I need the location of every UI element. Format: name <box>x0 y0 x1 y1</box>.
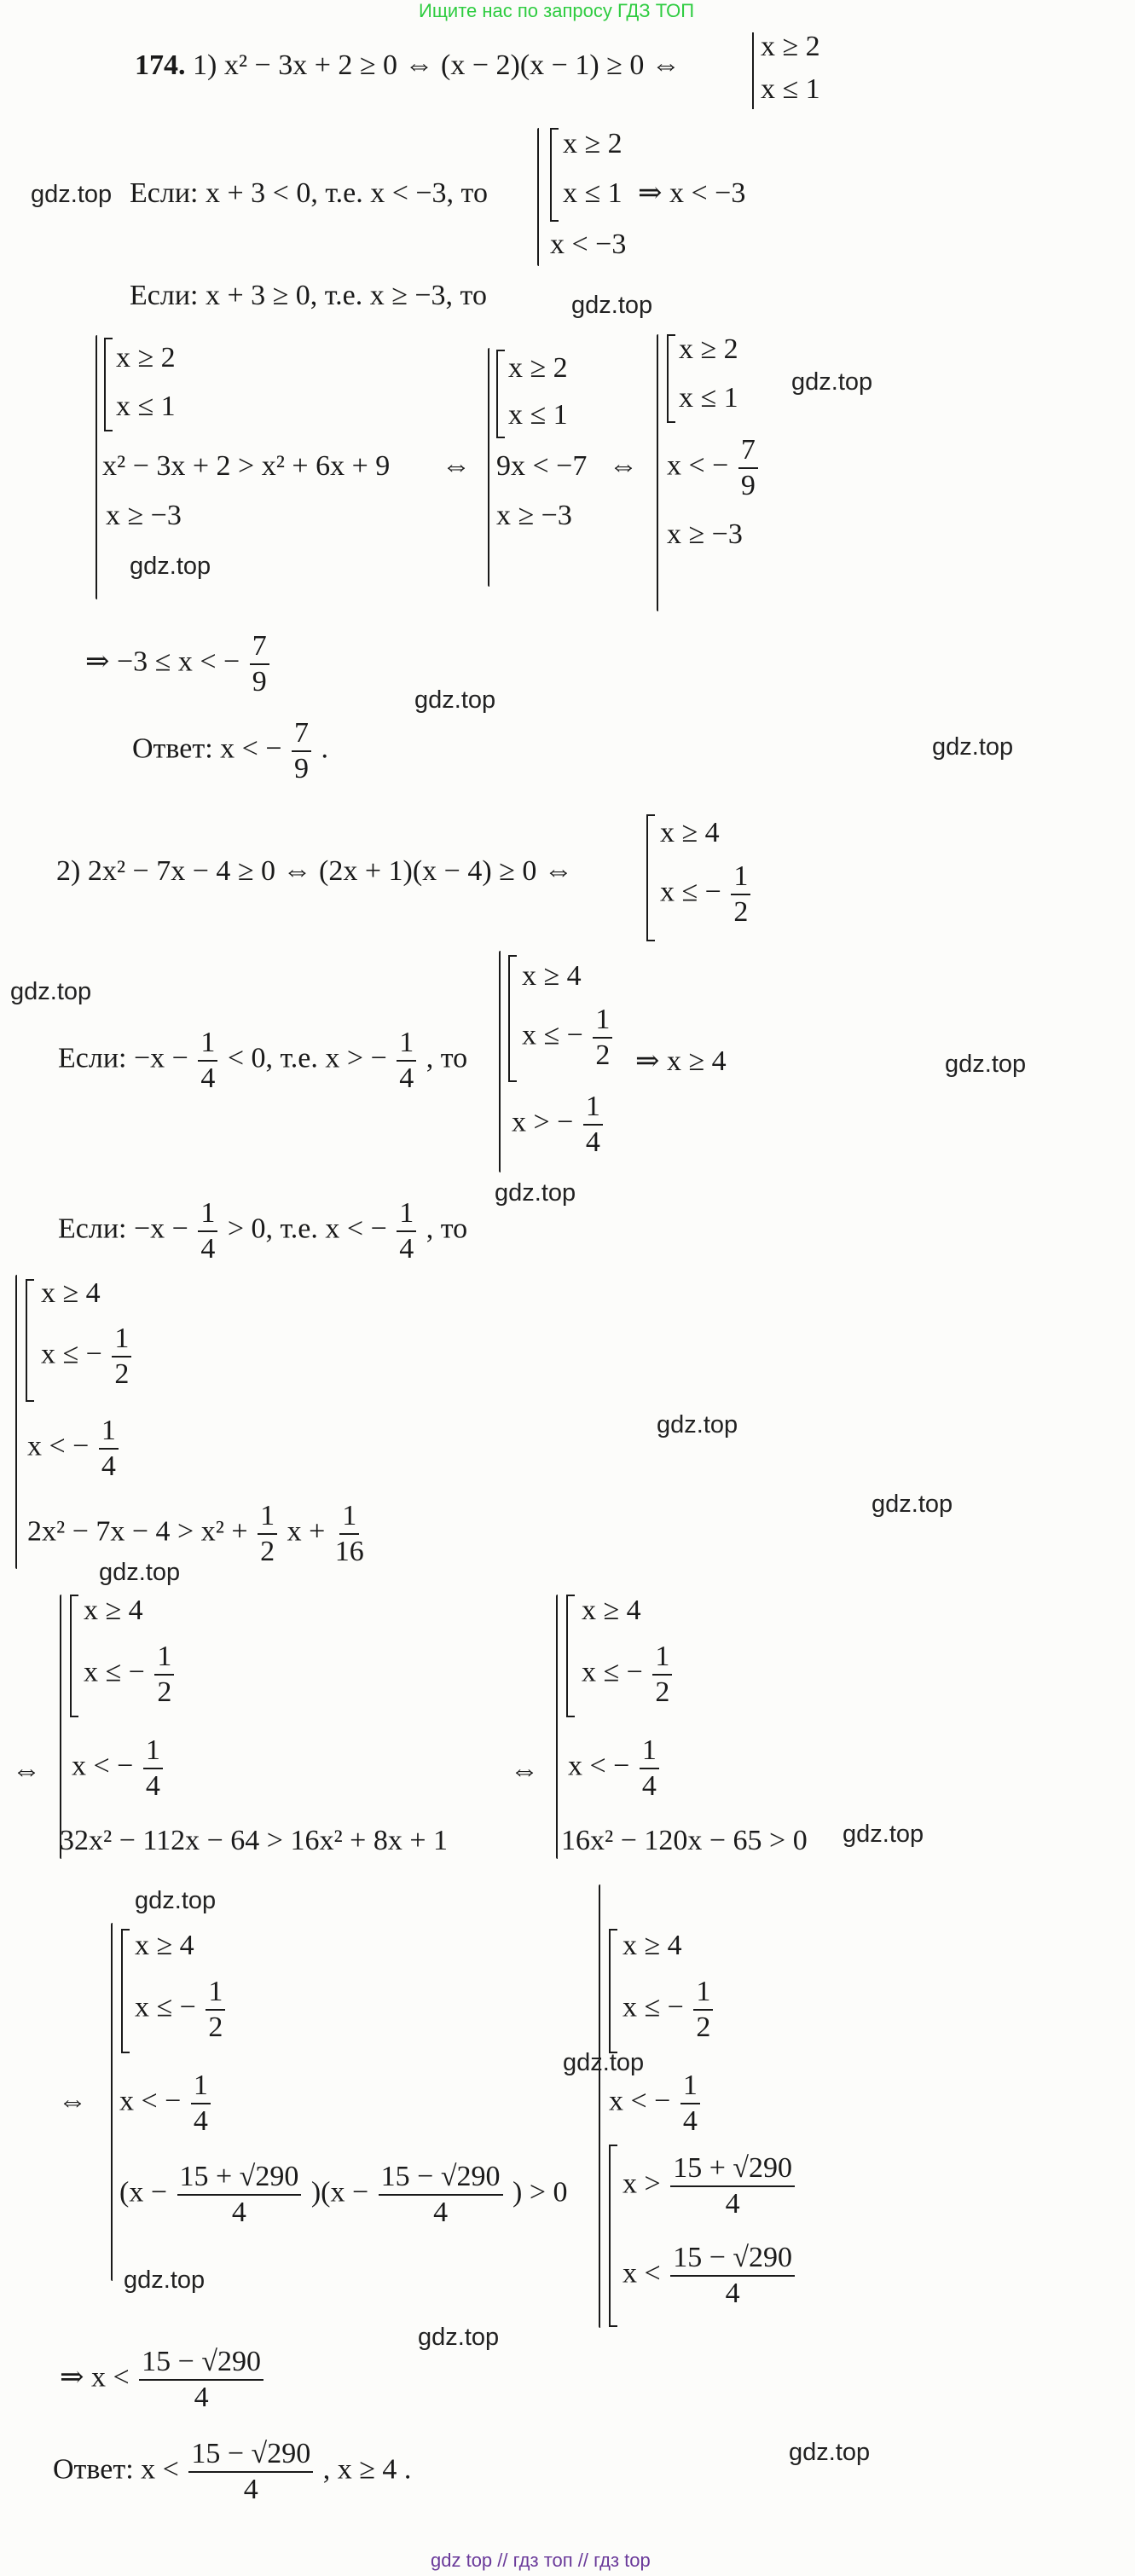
case1-text: Если: x + 3 < 0, т.е. x < −3, то <box>130 177 488 209</box>
fraction: $\frac{1}{2}$ <box>731 861 750 927</box>
watermark: gdz.top <box>657 1411 738 1439</box>
watermark: gdz.top <box>945 1051 1027 1078</box>
equiv-sign: ⇔ <box>442 450 471 482</box>
answer-label: Ответ: <box>132 732 213 765</box>
equiv-sign: ⇔ <box>510 1755 539 1786</box>
watermark: gdz.top <box>843 1821 924 1848</box>
watermark: gdz.top <box>495 1179 576 1207</box>
bracket <box>508 955 517 1082</box>
sys-text: x < − <box>119 2085 182 2117</box>
sys-line: x ≥ 4 <box>522 960 582 992</box>
sol-line: x ≤ 1 <box>761 73 820 105</box>
sys-line: 32x² − 112x − 64 > 16x² + 8x + 1 <box>60 1825 448 1856</box>
footer-links[interactable]: gdz top // гдз топ // гдз top <box>431 2550 651 2571</box>
equiv-sign: ⇔ <box>609 450 638 482</box>
case1-text <box>58 1028 467 1093</box>
bracket <box>566 1595 575 1717</box>
part2-equation: 2x² − 7x − 4 ≥ 0 ⇔ (2x + 1)(x − 4) ≥ 0 ⇔ <box>87 855 573 887</box>
sys-line <box>582 1641 675 1707</box>
system-brace <box>15 1275 17 1569</box>
system-brace <box>657 334 658 611</box>
sys-line: 9x < −7 <box>496 450 588 482</box>
watermark: gdz.top <box>418 2324 500 2351</box>
sys-line: x ≥ −3 <box>667 518 743 550</box>
sys-line <box>568 1735 662 1801</box>
sys-line: x ≥ 4 <box>41 1277 101 1309</box>
fraction: $\frac{7}{9}$ <box>292 718 311 784</box>
fraction: $\frac{1}{4}$ <box>99 1415 119 1481</box>
sys-line: x ≤ 1 <box>508 399 568 431</box>
sys-line: x ≥ 2 <box>116 342 176 373</box>
sys-text: x < − <box>609 2085 671 2117</box>
sys-line <box>522 1004 615 1070</box>
case1-result: ⇒ x < −3 <box>638 177 746 209</box>
sys-line: x ≤ 1 <box>563 177 623 209</box>
case2-text <box>58 1198 467 1264</box>
sys-line <box>41 1323 134 1389</box>
sys-line <box>667 435 761 501</box>
case-text: , то <box>426 1213 468 1245</box>
fraction: $\frac{1}{4}$ <box>198 1198 217 1264</box>
system-brace <box>488 348 489 587</box>
sys-text: ) > 0 <box>512 2176 568 2208</box>
sys-text: x ≤ − <box>135 1991 196 2023</box>
watermark: gdz.top <box>31 181 113 208</box>
system-brace <box>599 1884 600 2328</box>
bracket <box>667 334 675 423</box>
bracket <box>752 32 754 109</box>
sys-text: x ≤ − <box>41 1338 102 1370</box>
system-brace <box>499 951 501 1172</box>
case-text: < 0, т.е. x > − <box>227 1042 387 1074</box>
sys-text: (x − <box>119 2176 167 2208</box>
bracket <box>609 1929 617 2053</box>
fraction: $\frac{1}{2}$ <box>206 1977 225 2042</box>
sys-line <box>72 1735 165 1801</box>
case-text: Если: −x − <box>58 1042 188 1074</box>
watermark: gdz.top <box>135 1887 217 1914</box>
sys-line <box>623 2153 797 2219</box>
case2-text: Если: x + 3 ≥ 0, т.е. x ≥ −3, то <box>130 280 487 311</box>
fraction: $\frac{1}{2}$ <box>154 1641 174 1707</box>
watermark: gdz.top <box>414 686 496 714</box>
fraction: $\frac{15 - √290}{4}$ <box>139 2347 263 2412</box>
fraction: $\frac{15 - √290}{4}$ <box>670 2243 795 2308</box>
case-text: > 0, т.е. x < − <box>227 1213 387 1245</box>
case-text: Если: −x − <box>58 1213 188 1245</box>
sys-line: x ≥ −3 <box>106 500 182 531</box>
fraction: $\frac{1}{2}$ <box>652 1641 672 1707</box>
sys-line: x ≥ 2 <box>679 333 738 365</box>
sys-text: x ≤ − <box>522 1019 583 1051</box>
bracket <box>70 1595 78 1717</box>
bracket <box>26 1279 34 1402</box>
fraction: $\frac{15 + √290}{4}$ <box>177 2162 302 2227</box>
watermark: gdz.top <box>10 978 92 1005</box>
sys-text: x < − <box>27 1430 90 1462</box>
watermark: gdz.top <box>791 368 873 396</box>
equiv-sign: ⇔ <box>12 1755 41 1786</box>
sol-text: x ≤ − <box>660 876 721 908</box>
part2-line <box>56 857 573 886</box>
bracket <box>646 814 655 941</box>
answer-tail: , x ≥ 4 . <box>322 2453 412 2486</box>
sys-text: x > − <box>512 1106 574 1138</box>
system-brace <box>556 1595 558 1859</box>
sys-line: x² − 3x + 2 > x² + 6x + 9 <box>102 450 391 482</box>
watermark: gdz.top <box>571 292 653 319</box>
bracket <box>550 128 559 222</box>
fraction: $\frac{1}{4}$ <box>143 1735 163 1801</box>
sys-line <box>135 1977 228 2042</box>
sol-line <box>660 861 753 927</box>
system-brace <box>537 128 539 266</box>
sys-text: 2x² − 7x − 4 > x² + <box>27 1515 248 1548</box>
answer: Ответ: x < − $\frac{7}{9}$ . <box>132 717 329 784</box>
sys-line: x ≤ 1 <box>116 391 176 422</box>
answer-text: x < <box>141 2453 179 2486</box>
sys-text: x < − <box>72 1750 134 1782</box>
bracket <box>104 338 113 431</box>
fraction: $\frac{7}{9}$ <box>738 435 758 501</box>
sys-text: x ≤ − <box>582 1656 643 1688</box>
watermark: gdz.top <box>99 1559 181 1586</box>
sys-line: x ≥ 4 <box>84 1595 143 1626</box>
fraction: $\frac{1}{16}$ <box>334 1500 364 1567</box>
bracket <box>496 350 505 438</box>
sys-line <box>27 1415 121 1481</box>
answer <box>53 2439 411 2504</box>
sys-line: x ≥ 4 <box>135 1930 194 1961</box>
watermark: gdz.top <box>789 2439 871 2466</box>
case-text: , то <box>426 1042 468 1074</box>
conclusion <box>85 631 272 697</box>
fraction: $\frac{1}{4}$ <box>640 1735 659 1801</box>
bracket <box>609 2145 617 2327</box>
sys-line: 16x² − 120x − 65 > 0 <box>561 1825 808 1856</box>
fraction: $\frac{7}{9}$ <box>250 631 269 697</box>
sys-line: x ≥ 2 <box>563 128 623 159</box>
sys-text: )(x − <box>310 2176 369 2208</box>
sys-line: x ≥ 2 <box>508 352 568 384</box>
system-brace <box>60 1595 61 1859</box>
conclusion <box>60 2347 266 2412</box>
sys-line: x ≥ 4 <box>582 1595 641 1626</box>
watermark: gdz.top <box>124 2266 206 2294</box>
sol-line: x ≥ 4 <box>660 817 720 848</box>
problem-number: 174. <box>135 49 186 81</box>
sys-text: x > <box>623 2168 661 2200</box>
sys-line: x ≥ 4 <box>623 1930 682 1961</box>
conclusion-text: ⇒ x < <box>60 2361 130 2394</box>
part2-label: 2) <box>56 855 81 887</box>
answer-label: Ответ: <box>53 2453 134 2486</box>
sys-line <box>623 2243 797 2308</box>
sys-line <box>623 1977 715 2042</box>
system-brace <box>111 1923 113 2281</box>
fraction: $\frac{1}{4}$ <box>198 1028 217 1093</box>
system-brace <box>96 335 97 599</box>
fraction: $\frac{1}{4}$ <box>191 2070 211 2136</box>
watermark: gdz.top <box>872 1491 953 1518</box>
sys-line: x < −3 <box>550 229 627 260</box>
case1-result: ⇒ x ≥ 4 <box>635 1045 727 1077</box>
answer-text: x < − <box>220 732 282 765</box>
sys-text: x ≤ − <box>623 1991 684 2023</box>
fraction: $\frac{1}{4}$ <box>680 2070 700 2136</box>
sol-line: x ≥ 2 <box>761 31 820 62</box>
sys-line <box>84 1641 177 1707</box>
fraction: $\frac{1}{4}$ <box>397 1198 416 1264</box>
fraction: $\frac{1}{2}$ <box>693 1977 713 2042</box>
sys-text: x < <box>623 2257 661 2289</box>
sys-text: x < − <box>568 1750 630 1782</box>
fraction: $\frac{15 - √290}{4}$ <box>379 2162 503 2227</box>
sys-text: x + <box>287 1515 326 1548</box>
sys-line <box>119 2162 568 2227</box>
fraction: $\frac{1}{2}$ <box>112 1323 131 1389</box>
fraction: $\frac{15 + √290}{4}$ <box>670 2153 795 2219</box>
search-banner[interactable]: Ищите нас по запросу ГДЗ ТОП <box>419 0 695 21</box>
fraction: $\frac{15 - √290}{4}$ <box>188 2439 313 2504</box>
watermark: gdz.top <box>932 733 1014 761</box>
fraction: $\frac{1}{2}$ <box>258 1501 277 1566</box>
sys-line <box>512 1091 605 1157</box>
part1-label: 1) <box>193 49 217 81</box>
problem-line-1 <box>135 51 680 80</box>
fraction: $\frac{1}{4}$ <box>397 1028 416 1093</box>
sys-line: x ≥ −3 <box>496 500 572 531</box>
fraction: $\frac{1}{4}$ <box>583 1091 603 1157</box>
bracket <box>121 1929 130 2053</box>
sys-line: x ≤ 1 <box>679 382 738 414</box>
part1-equation: x² − 3x + 2 ≥ 0 ⇔ (x − 2)(x − 1) ≥ 0 ⇔ <box>223 49 680 81</box>
sys-text: x ≤ − <box>84 1656 145 1688</box>
equiv-sign: ⇔ <box>58 2086 87 2117</box>
sys-line <box>119 2070 213 2136</box>
watermark: gdz.top <box>130 553 211 580</box>
watermark: gdz.top <box>563 2049 645 2076</box>
fraction: $\frac{1}{2}$ <box>593 1004 612 1070</box>
sys-text: x < − <box>667 449 729 482</box>
sys-line <box>609 2070 703 2136</box>
sys-line <box>27 1501 367 1566</box>
conclusion-text: ⇒ −3 ≤ x < − <box>85 645 240 678</box>
